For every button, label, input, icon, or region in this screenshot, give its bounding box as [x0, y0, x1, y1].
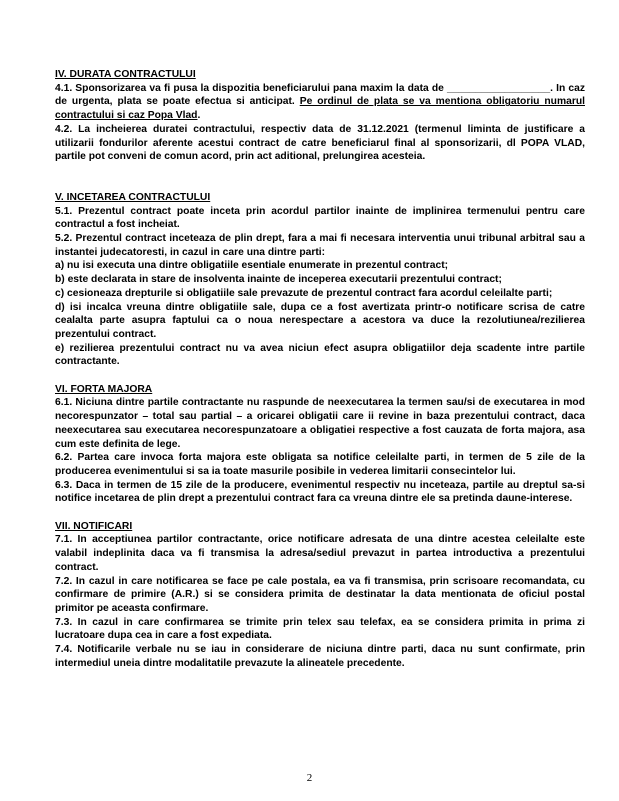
clause-4-1-underlined: Pe ordinul de plata se va mentiona obligatoriu numarul contractului si caz Popa Vlad: [55, 96, 585, 122]
section-heading-incetarea: V. INCETAREA CONTRACTULUI: [55, 191, 211, 203]
section-heading-notificari: VII. NOTIFICARI: [55, 520, 133, 532]
clause-7-4: 7.4. Notificarile verbale nu se iau in considerare de niciuna dintre parti, daca nu sunt confirmate, prin intermediul uneia dintre modalitatile prevazute la alineatele precedente.: [55, 644, 585, 669]
document-body: [55, 68, 585, 671]
section-heading-durata: IV. DURATA CONTRACTULUI: [55, 69, 196, 80]
clause-4-2: 4.2. La incheierea duratei contractului, respectiv data de 31.12.2021 (termenul liminta de justificare a utilizarii fondurilor aferente acestui contract de catre beneficiarul final al sponsorizarii, dl POPA VLAD, partile pot conveni de comun acord, prin act aditional, prelungirea acesteia.: [55, 123, 585, 163]
clause-5-1: 5.1. Prezentul contract poate inceta prin acordul partilor inainte de implinirea termenului pentru care contractul a fost incheiat.: [55, 205, 585, 231]
section-heading-forta-majora: VI. FORTA MAJORA: [55, 383, 153, 395]
section-spacer: [55, 369, 585, 383]
clause-6-1: 6.1. Niciuna dintre partile contractante nu raspunde de neexecutarea la termen sau/si de executarea in mod necorespunzator – total sau partial – a oricarei obligatii care ii revine in baza prezentului contract, daca neexecutarea sau executarea necorespunzatoare a obligatiei respective a fost cauzata de forta majora, asa cum este definita de lege.: [55, 397, 585, 450]
clause-7-3: 7.3. In cazul in care confirmarea se trimite prin telex sau telefax, ea se considera primita in prima zi lucratoare dupa cea in care a fost expediata.: [55, 616, 585, 642]
clause-6-3: 6.3. Daca in termen de 15 zile de la producere, evenimentul respectiv nu inceteaza, partile au dreptul sa-si notifice incetarea de plin drept a prezentului contract fara ca vreuna dintre ele sa pretinda daune-interese.: [55, 479, 585, 505]
page-number: 2: [306, 772, 313, 784]
clause-5-2-a: a) nu isi executa una dintre obligatiile esentiale enumerate in prezentul contract;: [55, 260, 449, 272]
section-spacer: [55, 506, 585, 520]
clause-5-2-e: e) rezilierea prezentului contract nu va avea niciun efect asupra obligatiilor deja scadente intre partile contractante.: [55, 342, 585, 368]
clause-4-1-text: 4.1. Sponsorizarea va fi pusa la dispozitia beneficiarului pana maxim la data de __________________. In caz de urgenta, plata se poate efectua si anticipat.: [55, 82, 585, 108]
clause-7-2: 7.2. In cazul in care notificarea se face pe cale postala, ea va fi transmisa, prin scrisoare recomandata, cu confirmare de primire (A.R.) si se considera primita de destinatar la data mentionata de oficiul postal primitor pe aceasta confirmare.: [55, 575, 585, 614]
clause-4-1: [55, 82, 585, 123]
section-spacer: [55, 164, 585, 191]
clause-5-2-b: b) este declarata in stare de insolventa inainte de inceperea executarii prezentului contract;: [55, 274, 502, 286]
clause-5-2: 5.2. Prezentul contract inceteaza de plin drept, fara a mai fi necesara interventia unui tribunal arbitral sau a instantei judecatoresti, in cazul in care una dintre parti:: [55, 233, 585, 258]
clause-7-1: 7.1. In acceptiunea partilor contractante, orice notificare adresata de una dintre acestea celeilalte este valabil indeplinita daca va fi transmisa la adresa/sediul prevazut in partea introductiva a prezentului contract.: [55, 534, 585, 573]
clause-4-1-end: .: [197, 110, 201, 122]
clause-5-2-c: c) cesioneaza drepturile si obligatiile sale prevazute de prezentul contract fara acordul celeilalte parti;: [55, 287, 553, 299]
clause-6-2: 6.2. Partea care invoca forta majora este obligata sa notifice celeilalte parti, in termen de 5 zile de la producerea evenimentului si sa ia toate masurile posibile in vederea limitarii consecintelor lui.: [55, 452, 585, 477]
clause-5-2-d: d) isi incalca vreuna dintre obligatiile sale, dupa ce a fost avertizata printr-o notificare scrisa de catre cealalta parte asupra faptului ca o noua nerespectare a acestora va duce la rezolutiunea/rezilierea prezentului contract.: [55, 301, 585, 340]
